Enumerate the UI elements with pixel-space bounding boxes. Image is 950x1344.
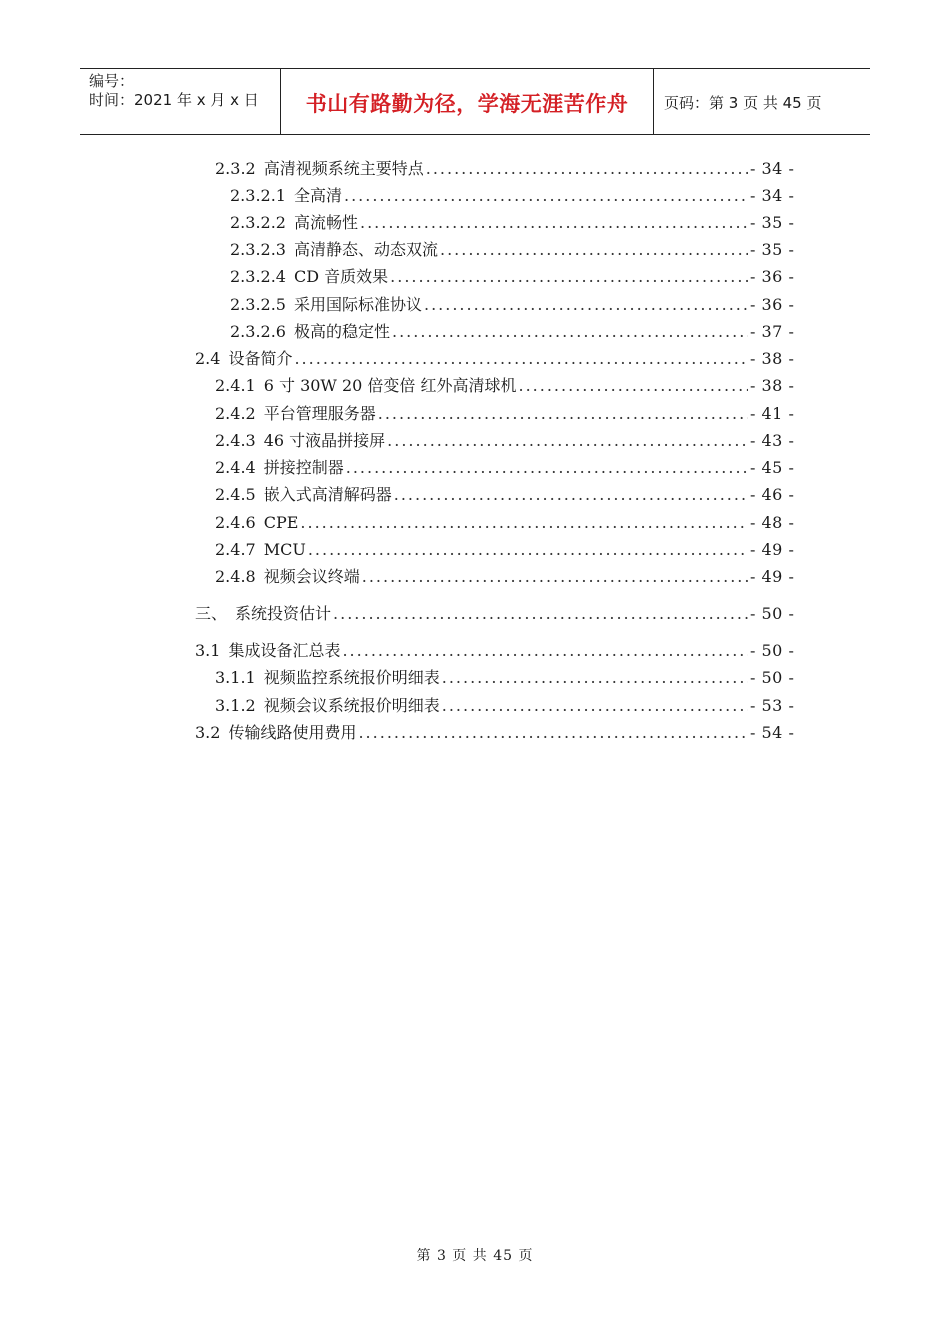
toc-entry-title: 视频会议系统报价明细表 (263, 696, 440, 715)
toc-entry-number: 2.4.5 (215, 485, 256, 504)
toc-leader-dots (360, 211, 748, 235)
page-header (80, 68, 870, 135)
toc-entry[interactable] (215, 694, 812, 718)
toc-entry-number: 2.4.3 (215, 431, 256, 450)
toc-entry-title: CPE (263, 513, 299, 532)
toc-entry-title: 采用国际标准协议 (293, 295, 422, 314)
toc-entry[interactable] (215, 402, 812, 426)
toc-leader-dots (390, 265, 748, 289)
toc-entry-page: - 36 - (750, 267, 795, 286)
toc-entry-title: 集成设备汇总表 (228, 641, 341, 660)
toc-entry-title: 平台管理服务器 (263, 404, 376, 423)
toc-entry-title: 嵌入式高清解码器 (263, 485, 392, 504)
toc-entry-page: - 49 - (750, 567, 795, 586)
toc-leader-dots (344, 184, 748, 208)
toc-entry-number: 2.3.2.2 (230, 213, 286, 232)
toc-entry[interactable] (215, 511, 812, 535)
toc-entry-page: - 36 - (750, 295, 795, 314)
toc-leader-dots (342, 639, 748, 663)
toc-entry[interactable] (195, 639, 812, 663)
toc-entry[interactable] (230, 265, 812, 289)
toc-entry-page: - 43 - (750, 431, 795, 450)
toc-entry-title: 设备简介 (228, 349, 293, 368)
toc-entry-number: 3.1.1 (215, 668, 256, 687)
toc-entry-title: 传输线路使用费用 (228, 723, 357, 742)
toc-entry[interactable] (215, 666, 812, 690)
toc-entry-number: 2.4.4 (215, 458, 256, 477)
toc-entry-number: 2.3.2.1 (230, 186, 286, 205)
toc-entry-page: - 34 - (750, 186, 795, 205)
toc-entry[interactable] (215, 538, 812, 562)
toc-entry[interactable] (230, 293, 812, 317)
toc-entry-page: - 50 - (750, 604, 795, 623)
toc-entry-page: - 54 - (750, 723, 795, 742)
toc-leader-dots (308, 538, 748, 562)
toc-entry-number: 2.4.7 (215, 540, 256, 559)
toc-entry-page: - 50 - (750, 641, 795, 660)
toc-entry-number: 2.3.2.6 (230, 322, 286, 341)
toc-entry-title: 视频监控系统报价明细表 (263, 668, 440, 687)
toc-entry[interactable] (230, 238, 812, 262)
toc-leader-dots (346, 456, 748, 480)
toc-entry[interactable] (230, 211, 812, 235)
toc-entry-number: 2.3.2.3 (230, 240, 286, 259)
toc-leader-dots (333, 602, 748, 626)
toc-entry-page: - 38 - (750, 376, 795, 395)
toc-entry-page: - 49 - (750, 540, 795, 559)
toc-entry-number: 2.4.1 (215, 376, 256, 395)
toc-entry-number: 2.4.6 (215, 513, 256, 532)
toc-entry-number: 2.3.2.5 (230, 295, 286, 314)
toc-entry[interactable] (230, 320, 812, 344)
toc-leader-dots (440, 238, 748, 262)
toc-entry-page: - 34 - (750, 159, 795, 178)
toc-leader-dots (294, 347, 748, 371)
toc-entry-title: 拼接控制器 (263, 458, 344, 477)
toc-entry[interactable] (195, 347, 812, 371)
header-meta (80, 69, 281, 134)
toc-entry-page: - 45 - (750, 458, 795, 477)
toc-entry-page: - 46 - (750, 485, 795, 504)
toc-entry[interactable] (215, 429, 812, 453)
toc-leader-dots (300, 511, 748, 535)
toc-leader-dots (424, 293, 748, 317)
toc-entry-number: 三、 (195, 604, 228, 623)
toc-entry-title: 高流畅性 (293, 213, 358, 232)
toc-entry-title: 极高的稳定性 (293, 322, 390, 341)
toc-entry-title: MCU (263, 540, 306, 559)
toc-leader-dots (358, 721, 748, 745)
toc-leader-dots (378, 402, 748, 426)
toc-entry-number: 3.1 (195, 641, 221, 660)
toc-entry-page: - 35 - (750, 213, 795, 232)
toc-entry-page: - 41 - (750, 404, 795, 423)
document-number-label: 编号： (89, 72, 135, 90)
toc-leader-dots (519, 374, 749, 398)
toc-entry-page: - 37 - (750, 322, 795, 341)
toc-entry[interactable] (195, 602, 812, 626)
toc-entry-title: CD 音质效果 (293, 267, 389, 286)
toc-entry-page: - 48 - (750, 513, 795, 532)
header-motto: 书山有路勤为径，学海无涯苦作舟 (281, 69, 654, 134)
toc-entry-number: 2.4 (195, 349, 221, 368)
toc-entry-title: 高清静态、动态双流 (293, 240, 438, 259)
toc-entry-number: 2.3.2.4 (230, 267, 286, 286)
toc-entry[interactable] (215, 565, 812, 589)
toc-leader-dots (442, 694, 748, 718)
toc-entry-title: 6 寸 30W 20 倍变倍 红外高清球机 (263, 376, 517, 395)
page-footer: 第 3 页 共 45 页 (416, 1248, 534, 1264)
toc-entry-page: - 50 - (750, 668, 795, 687)
toc-entry-page: - 53 - (750, 696, 795, 715)
toc-entry-title: 高清视频系统主要特点 (263, 159, 424, 178)
toc-entry[interactable] (215, 374, 812, 398)
toc-leader-dots (426, 157, 748, 181)
toc-entry[interactable] (195, 721, 812, 745)
toc-entry-title: 视频会议终端 (263, 567, 360, 586)
toc-entry-number: 2.3.2 (215, 159, 256, 178)
toc-leader-dots (387, 429, 748, 453)
toc-leader-dots (362, 565, 748, 589)
toc-entry[interactable] (215, 456, 812, 480)
toc-entry-number: 2.4.8 (215, 567, 256, 586)
toc-entry-title: 系统投资估计 (235, 604, 332, 623)
toc-leader-dots (394, 483, 748, 507)
toc-leader-dots (392, 320, 748, 344)
toc-entry-title: 46 寸液晶拼接屏 (263, 431, 386, 450)
toc-leader-dots (442, 666, 748, 690)
toc-entry-page: - 38 - (750, 349, 795, 368)
toc-entry[interactable] (215, 157, 812, 181)
toc-entry-page: - 35 - (750, 240, 795, 259)
toc-entry-number: 2.4.2 (215, 404, 256, 423)
toc-entry[interactable] (230, 184, 812, 208)
toc-entry[interactable] (215, 483, 812, 507)
toc-entry-number: 3.2 (195, 723, 221, 742)
toc-entry-number: 3.1.2 (215, 696, 256, 715)
document-date: 时间：2021 年 x 月 x 日 (89, 91, 259, 109)
header-page-info: 页码：第 3 页 共 45 页 (664, 94, 822, 112)
toc-entry-title: 全高清 (293, 186, 342, 205)
